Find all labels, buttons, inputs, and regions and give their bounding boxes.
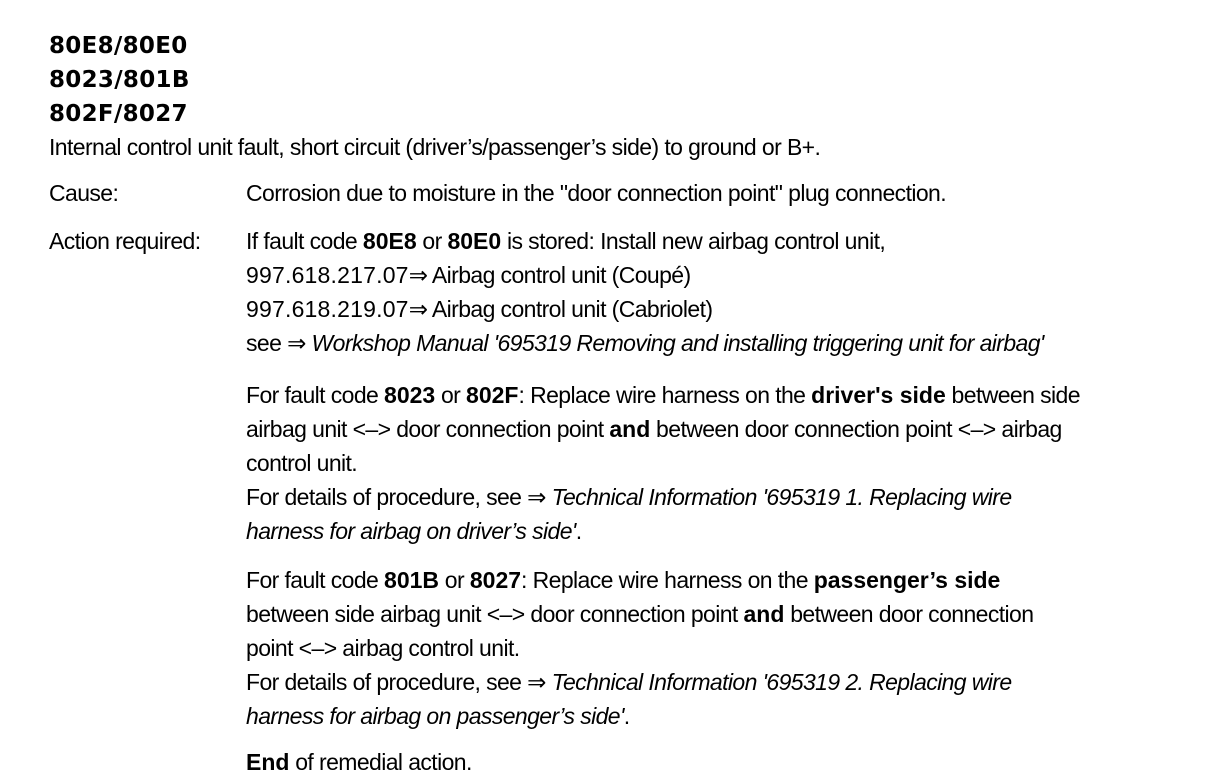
passenger-side-instruction-line-1 (246, 563, 1206, 597)
driver-side-instruction-line-1 (246, 378, 1206, 412)
part-description-coupe: Airbag control unit (Coupé) (427, 262, 691, 288)
fault-code-80e0: 80E0 (447, 228, 502, 254)
text-fragment: airbag unit <–> door connection point (246, 416, 610, 442)
fault-code-pair-1: 80E8/80E0 (49, 33, 188, 59)
fault-code-list (49, 29, 190, 131)
passenger-side-instruction-line-2 (246, 597, 1206, 631)
passenger-side-instruction-line-3: point <–> airbag control unit. (246, 635, 520, 661)
text-fragment: . (575, 518, 582, 544)
passenger-side-details-line-1 (246, 665, 1206, 699)
part-number-cabriolet: 997.618.219.07 (246, 296, 409, 322)
text-fragment: or (435, 382, 467, 408)
arrow-icon: ⇒ (527, 669, 546, 695)
fault-code-pair-2: 8023/801B (49, 67, 190, 93)
text-fragment: For fault code (246, 382, 385, 408)
end-of-action-line (246, 745, 1206, 779)
fault-code-801b: 801B (384, 567, 440, 593)
driver-side-details-line-2 (246, 514, 1206, 548)
driver-side-instruction-line-2 (246, 412, 1206, 446)
arrow-icon: ⇒ (527, 484, 546, 510)
part-line-coupe (246, 258, 1206, 292)
arrow-icon: ⇒ (287, 330, 306, 356)
arrow-icon: ⇒ (408, 262, 428, 288)
text-fragment: : Replace wire harness on the (521, 567, 814, 593)
end-emphasis: End (246, 749, 290, 775)
and-emphasis: and (743, 601, 785, 627)
arrow-icon: ⇒ (408, 296, 428, 322)
passenger-side-emphasis: passenger’s side (813, 567, 1001, 593)
fault-code-8023: 8023 (384, 382, 436, 408)
cause-label: Cause: (49, 180, 119, 206)
text-fragment: between door connection (784, 601, 1034, 627)
action-paragraph-3 (246, 563, 1206, 733)
workshop-manual-reference: Workshop Manual '695319 Removing and installing triggering unit for airbag' (305, 330, 1044, 356)
fault-code-8027: 8027 (469, 567, 522, 593)
cause-text: Corrosion due to moisture in the "door connection point" plug connection. (246, 180, 947, 206)
text-fragment: If fault code (246, 228, 363, 254)
workshop-manual-reference-line (246, 326, 1206, 360)
action-label: Action required: (49, 228, 201, 254)
text-fragment: of remedial action. (289, 749, 472, 775)
fault-code-802f: 802F (466, 382, 519, 408)
and-emphasis: and (609, 416, 651, 442)
fault-code-pair-3: 802F/8027 (49, 101, 188, 127)
driver-side-details-line-1 (246, 480, 1206, 514)
technical-information-reference-2-cont: harness for airbag on passenger’s side' (246, 703, 624, 729)
part-description-cabriolet: Airbag control unit (Cabriolet) (427, 296, 713, 322)
text-fragment: between side airbag unit <–> door connection point (246, 601, 744, 627)
stored-condition-line (246, 224, 1206, 258)
action-paragraph-1 (246, 224, 1206, 360)
text-fragment: : Replace wire harness on the (518, 382, 812, 408)
passenger-side-details-line-2 (246, 699, 1206, 733)
text-fragment: see (246, 330, 288, 356)
part-line-cabriolet (246, 292, 1206, 326)
text-fragment: For details of procedure, see (246, 484, 528, 510)
driver-side-instruction-line-3: control unit. (246, 450, 358, 476)
text-fragment: or (439, 567, 470, 593)
fault-summary: Internal control unit fault, short circuit (driver’s/passenger’s side) to ground or B+. (49, 134, 821, 160)
text-fragment: or (416, 228, 448, 254)
text-fragment: is stored: Install new airbag control unit, (501, 228, 886, 254)
text-fragment: . (623, 703, 630, 729)
fault-code-80e8: 80E8 (362, 228, 417, 254)
text-fragment: For details of procedure, see (246, 669, 528, 695)
part-number-coupe: 997.618.217.07 (246, 262, 409, 288)
technical-information-reference-2: Technical Information '695319 2. Replacing wire (545, 669, 1012, 695)
text-fragment: between side (945, 382, 1080, 408)
text-fragment: between door connection point <–> airbag (650, 416, 1062, 442)
driver-side-emphasis: driver's side (811, 382, 946, 408)
technical-information-reference-1: Technical Information '695319 1. Replacing wire (545, 484, 1012, 510)
text-fragment: For fault code (246, 567, 385, 593)
action-paragraph-2 (246, 378, 1206, 548)
technical-information-reference-1-cont: harness for airbag on driver’s side' (246, 518, 576, 544)
